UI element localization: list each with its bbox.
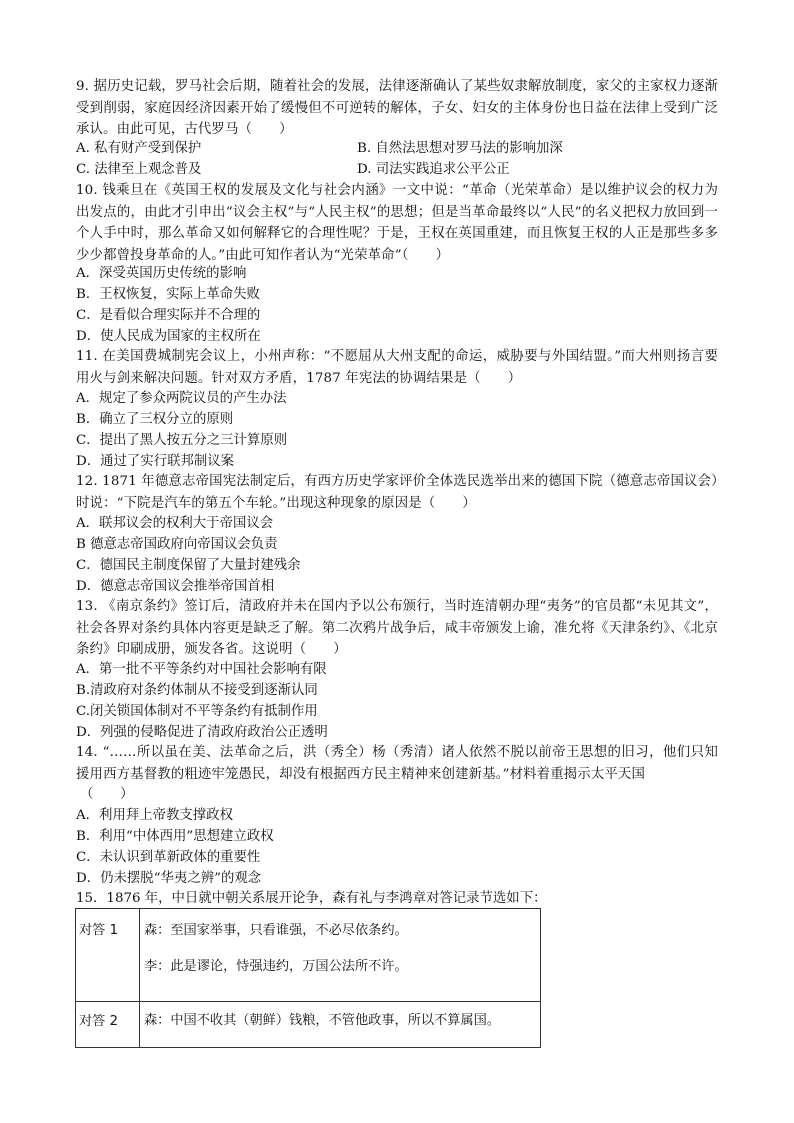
question-14-stem: 14. “……所以虽在美、法革命之后，洪（秀全）杨（秀清）诸人依然不脱以前帝王思想的旧习，他们只知援用西方基督教的粗迹牢笼愚民，却没有根据西方民主精神来创建新基。”材料着重揭示太平天国 <box>76 745 718 782</box>
dialogue-table <box>75 908 541 1048</box>
question-9-option-d: D. 司法实践追求公平公正 <box>357 162 510 177</box>
question-11-option-d: D．通过了实行联邦制议案 <box>76 454 235 469</box>
table-row-label: 对答 1 <box>76 909 140 1002</box>
question-9-option-c: C. 法律至上观念普及 <box>76 162 202 177</box>
question-13-option-b: B.清政府对条约体制从不接受到逐渐认同 <box>76 683 318 698</box>
dialogue-line: 森：中国不收其（朝鲜）钱粮，不管他政事，所以不算属国。 <box>144 1013 501 1028</box>
question-12-option-a: A．联邦议会的权利大于帝国议会 <box>76 516 274 531</box>
table-row-content <box>140 909 541 1002</box>
table-row <box>76 909 541 1002</box>
question-13-stem: 13. 《南京条约》签订后，清政府并未在国内予以公布颁行，当时连清朝办理“夷务”的官员都“未见其文”，社会各界对条约具体内容更是缺乏了解。第二次鸦片战争后，咸丰帝颁发上谕，准允将《天津条约》、《北京条约》印刷成册，颁发各省。这说明（ ） <box>76 599 718 657</box>
question-14-answer-paren: （ ） <box>80 787 134 802</box>
question-9-option-a: A. 私有财产受到保护 <box>76 141 202 156</box>
question-10-option-c: C．是看似合理实际并不合理的 <box>76 308 261 323</box>
question-14-option-d: D．仍未摆脱“华夷之辨”的观念 <box>76 871 262 886</box>
question-10-option-d: D．使人民成为国家的主权所在 <box>76 329 261 344</box>
question-12-option-c: C．德国民主制度保留了大量封建残余 <box>76 558 301 573</box>
question-11-stem: 11. 在美国费城制宪会议上，小州声称：“不愿屈从大州支配的命运，威胁要与外国结盟。”而大州则扬言要用火与剑来解决问题。针对双方矛盾，1787 年宪法的协调结果是（ ） <box>76 349 718 386</box>
dialogue-line: 森：至国家举事，只看谁强，不必尽依条约。 <box>144 923 408 938</box>
question-13-option-c: C.闭关锁国体制对不平等条约有抵制作用 <box>76 704 318 719</box>
question-15-stem: 15．1876 年，中日就中朝关系展开论争，森有礼与李鸿章对答记录节选如下： <box>76 891 547 906</box>
question-11-option-c: C．提出了黑人按五分之三计算原则 <box>76 433 288 448</box>
question-12-stem: 12. 1871 年德意志帝国宪法制定后，有西方历史学家评价全体选民选举出来的德国下院（德意志帝国议会）时说：“下院是汽车的第五个车轮。”出现这种现象的原因是（ ） <box>76 474 718 511</box>
question-13-option-d: D．列强的侵略促进了清政府政治公正透明 <box>76 725 328 740</box>
table-row-content <box>140 1002 541 1048</box>
question-12-option-d: D．德意志帝国议会推举帝国首相 <box>76 579 275 594</box>
question-14-option-b: B．利用“中体西用”思想建立政权 <box>76 829 274 844</box>
question-10-option-a: A．深受英国历史传统的影响 <box>76 266 247 281</box>
question-11-option-a: A．规定了参众两院议员的产生办法 <box>76 391 287 406</box>
dialogue-line: 李：此是谬论，恃强违约，万国公法所不许。 <box>144 959 408 974</box>
question-14-option-a: A．利用拜上帝教支撑政权 <box>76 808 233 823</box>
table-row-label: 对答 2 <box>76 1002 140 1048</box>
table-row <box>76 1002 541 1048</box>
question-12-option-b: B 德意志帝国政府向帝国议会负责 <box>76 537 278 552</box>
question-14-option-c: C．未认识到革新政体的重要性 <box>76 850 261 865</box>
question-9-stem: 9. 据历史记载，罗马社会后期，随着社会的发展，法律逐渐确认了某些奴隶解放制度，家父的主家权力逐渐受到削弱，家庭因经济因素开始了缓慢但不可逆转的解体，子女、妇女的主体身份也日益在法律上受到广泛承认。由此可见，古代罗马（ ） <box>76 79 718 137</box>
question-10-option-b: B．王权恢复，实际上革命失败 <box>76 287 260 302</box>
question-9-option-b: B. 自然法思想对罗马法的影响加深 <box>357 141 563 156</box>
question-13-option-a: A．第一批不平等条约对中国社会影响有限 <box>76 662 327 677</box>
question-11-option-b: B．确立了三权分立的原则 <box>76 412 234 427</box>
question-10-stem: 10. 钱乘旦在《英国王权的发展及文化与社会内涵》一文中说：“革命（光荣革命）是以维护议会的权力为出发点的，由此才引申出“议会主权”与“人民主权”的思想；但是当革命最终以“人民”的名义把权力放回到一个人手中时，那么革命又如何解释它的合理性呢？于是，王权在英国重建，而且恢复王权的人正是那些多多少少都曾投身革命的人。”由此可知作者认为“光荣革命”（ ） <box>76 183 718 263</box>
